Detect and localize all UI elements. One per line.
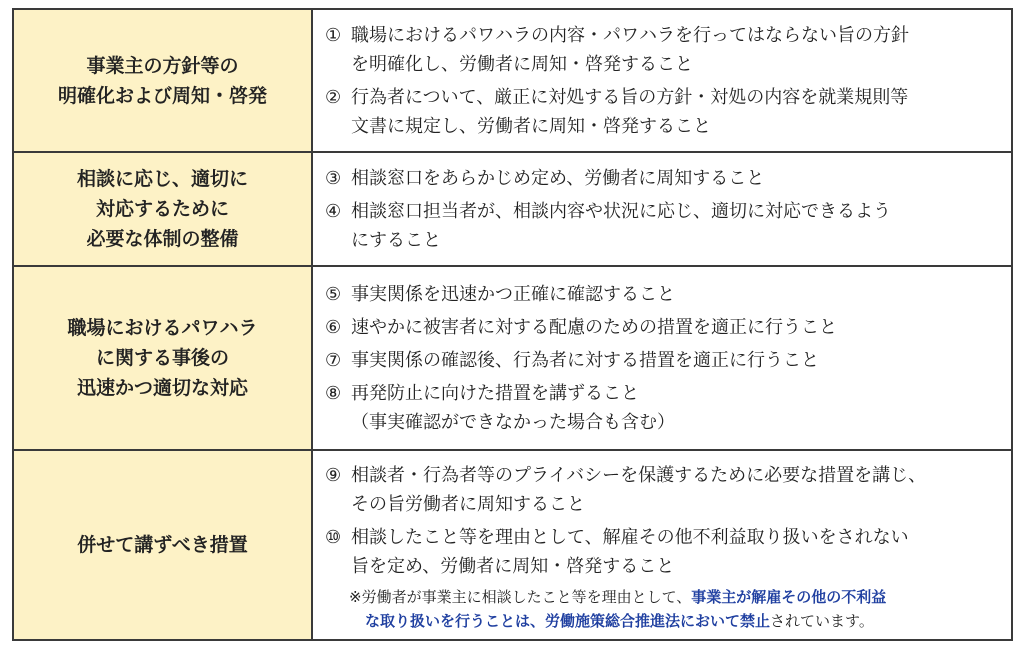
item-text: を明確化し、労働者に周知・啓発すること <box>351 53 693 75</box>
item-number: ② <box>325 86 342 108</box>
item-text: その旨労働者に周知すること <box>351 494 585 515</box>
category-label: 職場におけるパワハラ <box>67 317 258 339</box>
category-label: 明確化および周知・啓発 <box>57 84 267 107</box>
category-label: 併せて講ずべき措置 <box>77 534 248 556</box>
table-row <box>13 9 1012 152</box>
list-item <box>325 379 1001 437</box>
category-cell <box>13 266 312 450</box>
list-item <box>325 83 1001 141</box>
category-cell <box>13 450 312 640</box>
list-item <box>325 21 1001 79</box>
list-item <box>325 197 1001 255</box>
list-item <box>325 461 1001 519</box>
category-cell <box>13 152 312 266</box>
category-label: 相談に応じ、適切に <box>76 168 248 190</box>
note-emphasis: な取り扱いを行うことは、労働施策総合推進法において禁止 <box>365 612 771 630</box>
category-label: 事業主の方針等の <box>86 54 239 77</box>
category-label: 必要な体制の整備 <box>86 228 239 250</box>
item-number: ⑤ <box>325 283 342 305</box>
item-number: ⑦ <box>325 349 342 371</box>
item-text: 職場におけるパワハラの内容・パワハラを行ってはならない旨の方針 <box>351 24 909 46</box>
list-item <box>325 313 1001 342</box>
item-text: 相談者・行為者等のプライバシーを保護するために必要な措置を講じ、 <box>351 465 927 486</box>
note-text: されています。 <box>770 612 874 630</box>
item-text: にすること <box>351 229 441 251</box>
list-item <box>325 523 1001 581</box>
list-item <box>325 280 1001 309</box>
item-text: 相談窓口をあらかじめ定め、労働者に周知すること <box>351 167 765 189</box>
item-text: 相談窓口担当者が、相談内容や状況に応じ、適切に対応できるよう <box>351 200 891 222</box>
items-cell <box>312 266 1012 450</box>
note-emphasis: 事業主が解雇その他の不利益 <box>691 588 887 606</box>
item-text: 相談したこと等を理由として、解雇その他不利益取り扱いをされない <box>351 527 909 548</box>
item-text: 再発防止に向けた措置を講ずること <box>351 382 639 404</box>
legal-note <box>325 585 1001 633</box>
items-cell <box>312 152 1012 266</box>
items-cell <box>312 9 1012 152</box>
table-row <box>13 266 1012 450</box>
category-cell <box>13 9 312 152</box>
measures-table-container <box>12 8 1013 636</box>
item-number: ⑥ <box>325 316 342 338</box>
item-text: 事実関係の確認後、行為者に対する措置を適正に行うこと <box>351 349 819 371</box>
category-label: 迅速かつ適切な対応 <box>76 377 248 399</box>
list-item <box>325 346 1001 375</box>
category-label: 対応するために <box>95 198 229 220</box>
category-label: に関する事後の <box>95 347 229 369</box>
item-number: ⑧ <box>325 382 342 404</box>
item-number: ⑩ <box>325 527 342 548</box>
item-text: 旨を定め、労働者に周知・啓発すること <box>351 556 675 577</box>
item-number: ③ <box>325 167 342 189</box>
table-row <box>13 152 1012 266</box>
item-text: （事実確認ができなかった場合も含む） <box>351 411 675 433</box>
item-text: 行為者について、厳正に対処する旨の方針・対処の内容を就業規則等 <box>351 86 909 108</box>
item-text: 速やかに被害者に対する配慮のための措置を適正に行うこと <box>351 316 837 338</box>
note-line <box>349 609 1001 633</box>
item-text: 事実関係を迅速かつ正確に確認すること <box>351 283 675 305</box>
item-text: 文書に規定し、労働者に周知・啓発すること <box>351 115 711 137</box>
list-item <box>325 164 1001 193</box>
table-row <box>13 450 1012 640</box>
item-number: ⑨ <box>325 465 342 486</box>
note-line <box>349 585 1001 609</box>
measures-table <box>12 8 1013 641</box>
items-cell <box>312 450 1012 640</box>
note-text: ※労働者が事業主に相談したこと等を理由として、 <box>349 588 692 606</box>
item-number: ① <box>325 24 342 46</box>
item-number: ④ <box>325 200 342 222</box>
